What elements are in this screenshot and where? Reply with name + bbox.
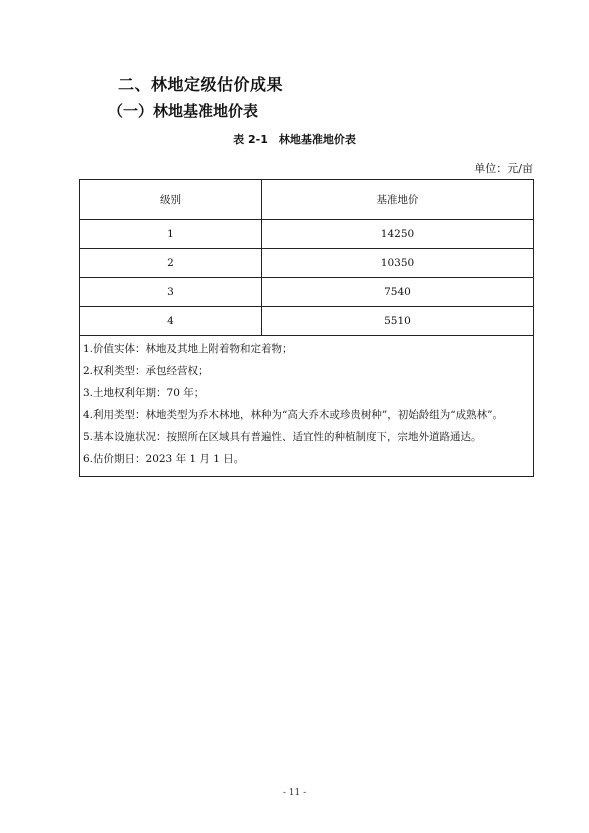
price-cell: 10350 — [262, 249, 534, 278]
note-item: 6.估价期日：2023 年 1 月 1 日。 — [83, 453, 245, 465]
notes-row — [80, 336, 534, 477]
table-row — [80, 249, 534, 278]
note-item: 2.权利类型：承包经营权； — [83, 365, 209, 377]
grade-cell: 2 — [80, 249, 262, 278]
grade-cell: 4 — [80, 307, 262, 336]
unit-label: 单位：元/亩 — [474, 162, 533, 175]
table-header-row — [80, 180, 534, 220]
notes-cell — [80, 336, 534, 477]
price-cell: 5510 — [262, 307, 534, 336]
note-item: 4.利用类型：林地类型为乔木林地，林种为“高大乔木或珍贵树种”，初始龄组为“成熟林”。 — [83, 409, 503, 421]
grade-cell: 1 — [80, 220, 262, 249]
price-cell: 14250 — [262, 220, 534, 249]
benchmark-price-table — [79, 179, 534, 477]
note-item: 3.土地权利年期：70 年； — [83, 387, 205, 399]
section-heading: 二、林地定级估价成果 — [118, 75, 284, 94]
subsection-heading: （一）林地基准地价表 — [108, 102, 259, 120]
grade-cell: 3 — [80, 278, 262, 307]
column-header-price: 基准地价 — [262, 180, 534, 220]
note-item: 5.基本设施状况：按照所在区域具有普遍性、适宜性的种植制度下，宗地外道路通达。 — [83, 431, 482, 443]
table-row — [80, 220, 534, 249]
table-caption: 表 2-1 林地基准地价表 — [233, 133, 356, 146]
table-row — [80, 278, 534, 307]
table-row — [80, 307, 534, 336]
column-header-grade: 级别 — [80, 180, 262, 220]
price-cell: 7540 — [262, 278, 534, 307]
page-number: - 11 - — [282, 788, 307, 798]
note-item: 1.价值实体：林地及其地上附着物和定着物； — [83, 343, 293, 355]
